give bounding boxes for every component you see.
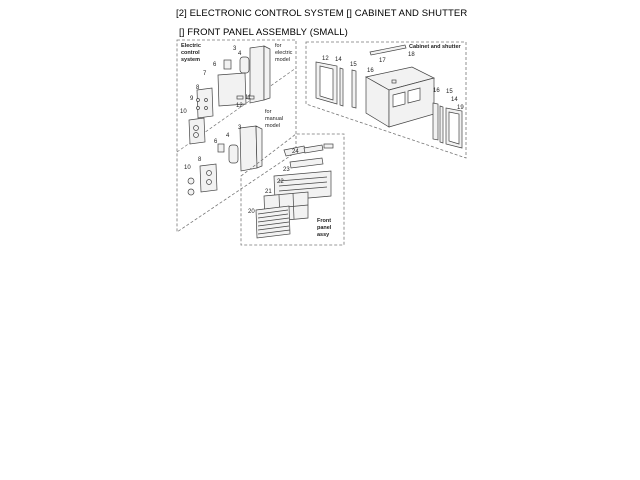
note-manual-2: manual	[265, 116, 284, 122]
panel-title-line-1: Electric	[181, 43, 201, 49]
part-number: 10	[184, 165, 191, 171]
note-electric-3: model	[275, 57, 290, 63]
part-number: 6	[213, 62, 217, 68]
display-panel-part	[189, 118, 205, 144]
note-electric-1: for	[275, 43, 282, 49]
sub-heading: [] FRONT PANEL ASSEMBLY (SMALL)	[179, 27, 348, 38]
manual-control-box-part	[240, 126, 257, 171]
part-number: 6	[214, 139, 218, 145]
panel-title: Cabinet and shutter	[409, 44, 461, 50]
part-number: 19	[457, 105, 464, 111]
panel-title-line-1: Front	[317, 218, 332, 224]
part-number: 12	[236, 103, 243, 109]
part-number: 4	[226, 133, 230, 139]
part-number: 11	[245, 95, 252, 101]
part-number: 20	[248, 209, 255, 215]
note-manual-3: model	[265, 123, 280, 129]
part-number: 3	[238, 125, 242, 131]
panel-title-line-2: panel	[317, 225, 332, 231]
part-number: 18	[408, 52, 415, 58]
part-number: 3	[233, 46, 237, 52]
manual-capacitor-part	[229, 145, 238, 163]
part-number: 9	[190, 96, 194, 102]
part-number: 24	[292, 149, 299, 155]
control-cover-part	[290, 158, 323, 168]
part-number: 16	[433, 88, 440, 94]
control-box-part	[250, 46, 264, 103]
bracket-part	[197, 88, 213, 118]
part-number: 12	[322, 56, 329, 62]
part-number: 10	[180, 109, 187, 115]
panel-title-line-3: assy	[317, 232, 330, 238]
part-number: 21	[265, 189, 272, 195]
part-number: 23	[283, 167, 290, 173]
manual-switch-plate-part	[200, 164, 217, 192]
part-number: 17	[379, 58, 386, 64]
part-number: 8	[198, 157, 202, 163]
capacitor-part	[240, 57, 249, 73]
part-number: 14	[451, 97, 458, 103]
note-manual-1: for	[265, 109, 272, 115]
cabinet-panel	[306, 42, 466, 158]
part-number: 15	[350, 62, 357, 68]
air-filter-part	[256, 206, 290, 238]
part-number: 4	[238, 51, 242, 57]
top-rail-part	[370, 45, 406, 55]
part-number: 7	[203, 71, 207, 77]
note-electric-2: electric	[275, 50, 293, 56]
section-heading: [2] ELECTRONIC CONTROL SYSTEM [] CABINET AND SHUTTER	[176, 8, 468, 19]
control-board-part	[218, 73, 246, 106]
relay-part	[224, 60, 231, 69]
panel-title-line-2: control	[181, 50, 200, 56]
part-number: 22	[277, 179, 284, 185]
part-number: 15	[446, 89, 453, 95]
panel-title-line-3: system	[181, 57, 200, 63]
part-number: 14	[335, 57, 342, 63]
part-number: 16	[367, 68, 374, 74]
part-number: 8	[196, 85, 200, 91]
